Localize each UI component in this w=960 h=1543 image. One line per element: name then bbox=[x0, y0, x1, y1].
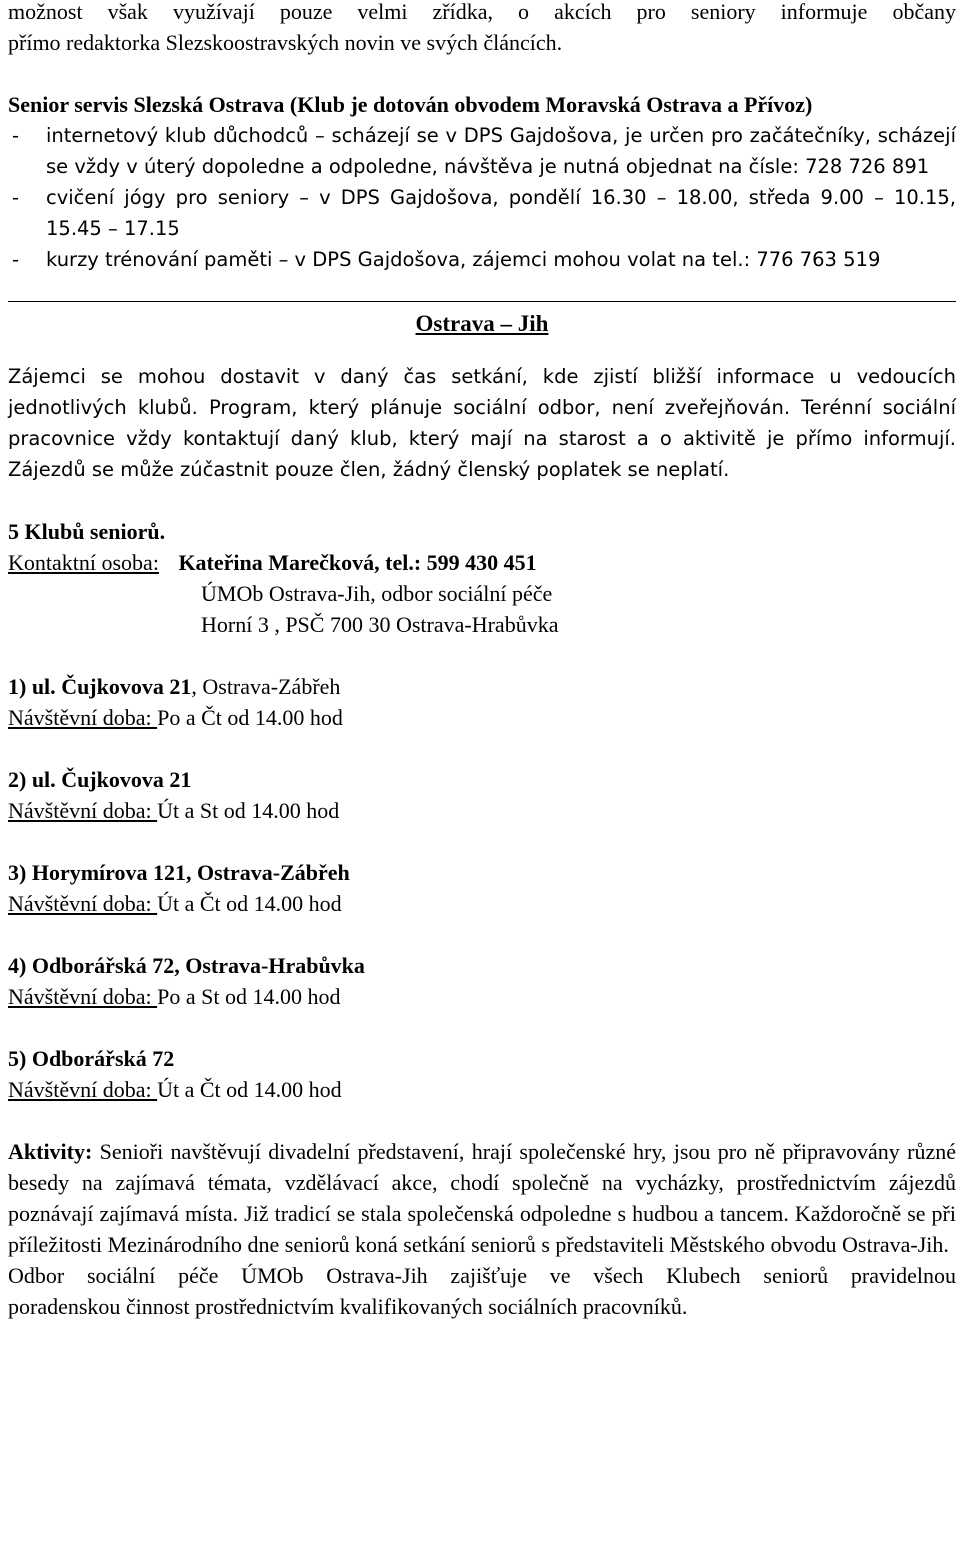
club-prefix: 2) ul. bbox=[8, 767, 62, 792]
section-title-ostrava-jih: Ostrava – Jih bbox=[415, 311, 549, 336]
club-name: Čujkovova 21 bbox=[61, 674, 192, 699]
club-name: Horymírova 121, Ostrava-Zábřeh bbox=[31, 860, 350, 885]
club-name: Odborářská 72, Ostrava-Hrabůvka bbox=[31, 953, 365, 978]
visit-label: Návštěvní doba: bbox=[8, 798, 158, 823]
senior-servis-list bbox=[8, 120, 956, 275]
closing-line-1: Odbor sociální péče ÚMOb Ostrava-Jih zajišťuje ve všech Klubech seniorů pravidelnou bbox=[8, 1263, 956, 1288]
club-hours bbox=[8, 795, 956, 826]
visit-label: Návštěvní doba: bbox=[8, 1077, 158, 1102]
list-dash: - bbox=[12, 124, 20, 147]
club-hours bbox=[8, 702, 956, 733]
list-dash: - bbox=[12, 248, 20, 271]
clubs-count: 5 Klubů seniorů. bbox=[8, 519, 166, 544]
ostrava-jih-paragraph: Zájemci se mohou dostavit v daný čas setkání, kde zjistí bližší informace u vedoucích jednotlivých klubů. Program, který plánuje sociální odbor, není zveřejňován. Terénní sociální pracovnice vždy kontaktují daný klub, který mají na starost a o aktivitě je přímo informují. Zájezdů se může zúčastnit pouze člen, žádný členský poplatek se neplatí. bbox=[8, 365, 956, 481]
contact-phone: : 599 430 451 bbox=[413, 550, 537, 575]
intro-line-2: přímo redaktorka Slezskoostravských novin ve svých článcích. bbox=[8, 30, 563, 55]
club-entry bbox=[8, 857, 956, 919]
list-item-text: cvičení jógy pro seniory – v DPS Gajdošova, pondělí 16.30 – 18.00, středa 9.00 – 10.15, 15.45 – 17.15 bbox=[46, 186, 956, 240]
activities-label: Aktivity: bbox=[8, 1139, 93, 1164]
document-page bbox=[8, 0, 956, 1322]
list-item-text: kurzy trénování paměti – v DPS Gajdošova, zájemci mohou volat na tel.: 776 763 519 bbox=[46, 248, 881, 271]
club-address bbox=[8, 671, 956, 702]
club-address bbox=[8, 857, 956, 888]
contact-office: ÚMOb Ostrava-Jih, odbor sociální péče bbox=[201, 581, 553, 606]
club-prefix: 5) bbox=[8, 1046, 32, 1071]
visit-hours: Út a St od 14.00 hod bbox=[157, 798, 340, 823]
closing-line-2: poradenskou činnost prostřednictvím kvalifikovaných sociálních pracovníků. bbox=[8, 1294, 688, 1319]
club-hours bbox=[8, 1074, 956, 1105]
senior-servis-heading: Senior servis Slezská Ostrava (Klub je dotován obvodem Moravská Ostrava a Přívoz) bbox=[8, 92, 813, 117]
list-dash: - bbox=[12, 186, 20, 209]
club-prefix: 1) ul. bbox=[8, 674, 62, 699]
activities-paragraph bbox=[8, 1136, 956, 1260]
contact-name: Kateřina Marečková, tel. bbox=[178, 550, 414, 575]
visit-hours: Po a Čt od 14.00 hod bbox=[157, 705, 343, 730]
list-item bbox=[8, 182, 956, 244]
list-item-text: internetový klub důchodců – scházejí se v DPS Gajdošova, je určen pro začátečníky, scházejí se vždy v úterý dopoledne a odpoledne, návštěva je nutná objednat na čísle: 728 726 891 bbox=[46, 124, 956, 178]
club-prefix: 3) bbox=[8, 860, 32, 885]
club-suffix: , Ostrava-Zábřeh bbox=[191, 674, 341, 699]
club-prefix: 4) bbox=[8, 953, 32, 978]
contact-label: Kontaktní osoba: bbox=[8, 550, 159, 575]
list-item bbox=[8, 120, 956, 182]
club-entry bbox=[8, 764, 956, 826]
contact-address: Horní 3 , PSČ 700 30 Ostrava-Hrabůvka bbox=[201, 612, 559, 637]
club-entry bbox=[8, 671, 956, 733]
visit-label: Návštěvní doba: bbox=[8, 705, 158, 730]
list-item bbox=[8, 244, 956, 275]
visit-hours: Út a Čt od 14.00 hod bbox=[157, 891, 342, 916]
club-entry bbox=[8, 1043, 956, 1105]
club-name: Čujkovova 21 bbox=[61, 767, 192, 792]
visit-label: Návštěvní doba: bbox=[8, 891, 158, 916]
club-address bbox=[8, 764, 956, 795]
visit-hours: Út a Čt od 14.00 hod bbox=[157, 1077, 342, 1102]
club-address bbox=[8, 1043, 956, 1074]
club-hours bbox=[8, 888, 956, 919]
activities-text: Senioři navštěvují divadelní představení, hrají společenské hry, jsou pro ně připravovány různé besedy na zajímavá témata, vzdělávací akce, chodí společně na vycházky, prostřednictvím zájezdů poznávají zajímavá místa. Již tradicí se stala společenská odpoledne s hudbou a tancem. Každoročně se při příležitosti Mezinárodního dne seniorů koná setkání seniorů s představiteli Městského obvodu Ostrava-Jih. bbox=[8, 1139, 956, 1257]
visit-label: Návštěvní doba: bbox=[8, 984, 158, 1009]
club-name: Odborářská 72 bbox=[31, 1046, 175, 1071]
visit-hours: Po a St od 14.00 hod bbox=[157, 984, 341, 1009]
club-address bbox=[8, 950, 956, 981]
intro-line-1: možnost však využívají pouze velmi zřídka, o akcích pro seniory informuje občany bbox=[8, 0, 956, 24]
club-entry bbox=[8, 950, 956, 1012]
contact-line bbox=[8, 547, 956, 578]
club-hours bbox=[8, 981, 956, 1012]
